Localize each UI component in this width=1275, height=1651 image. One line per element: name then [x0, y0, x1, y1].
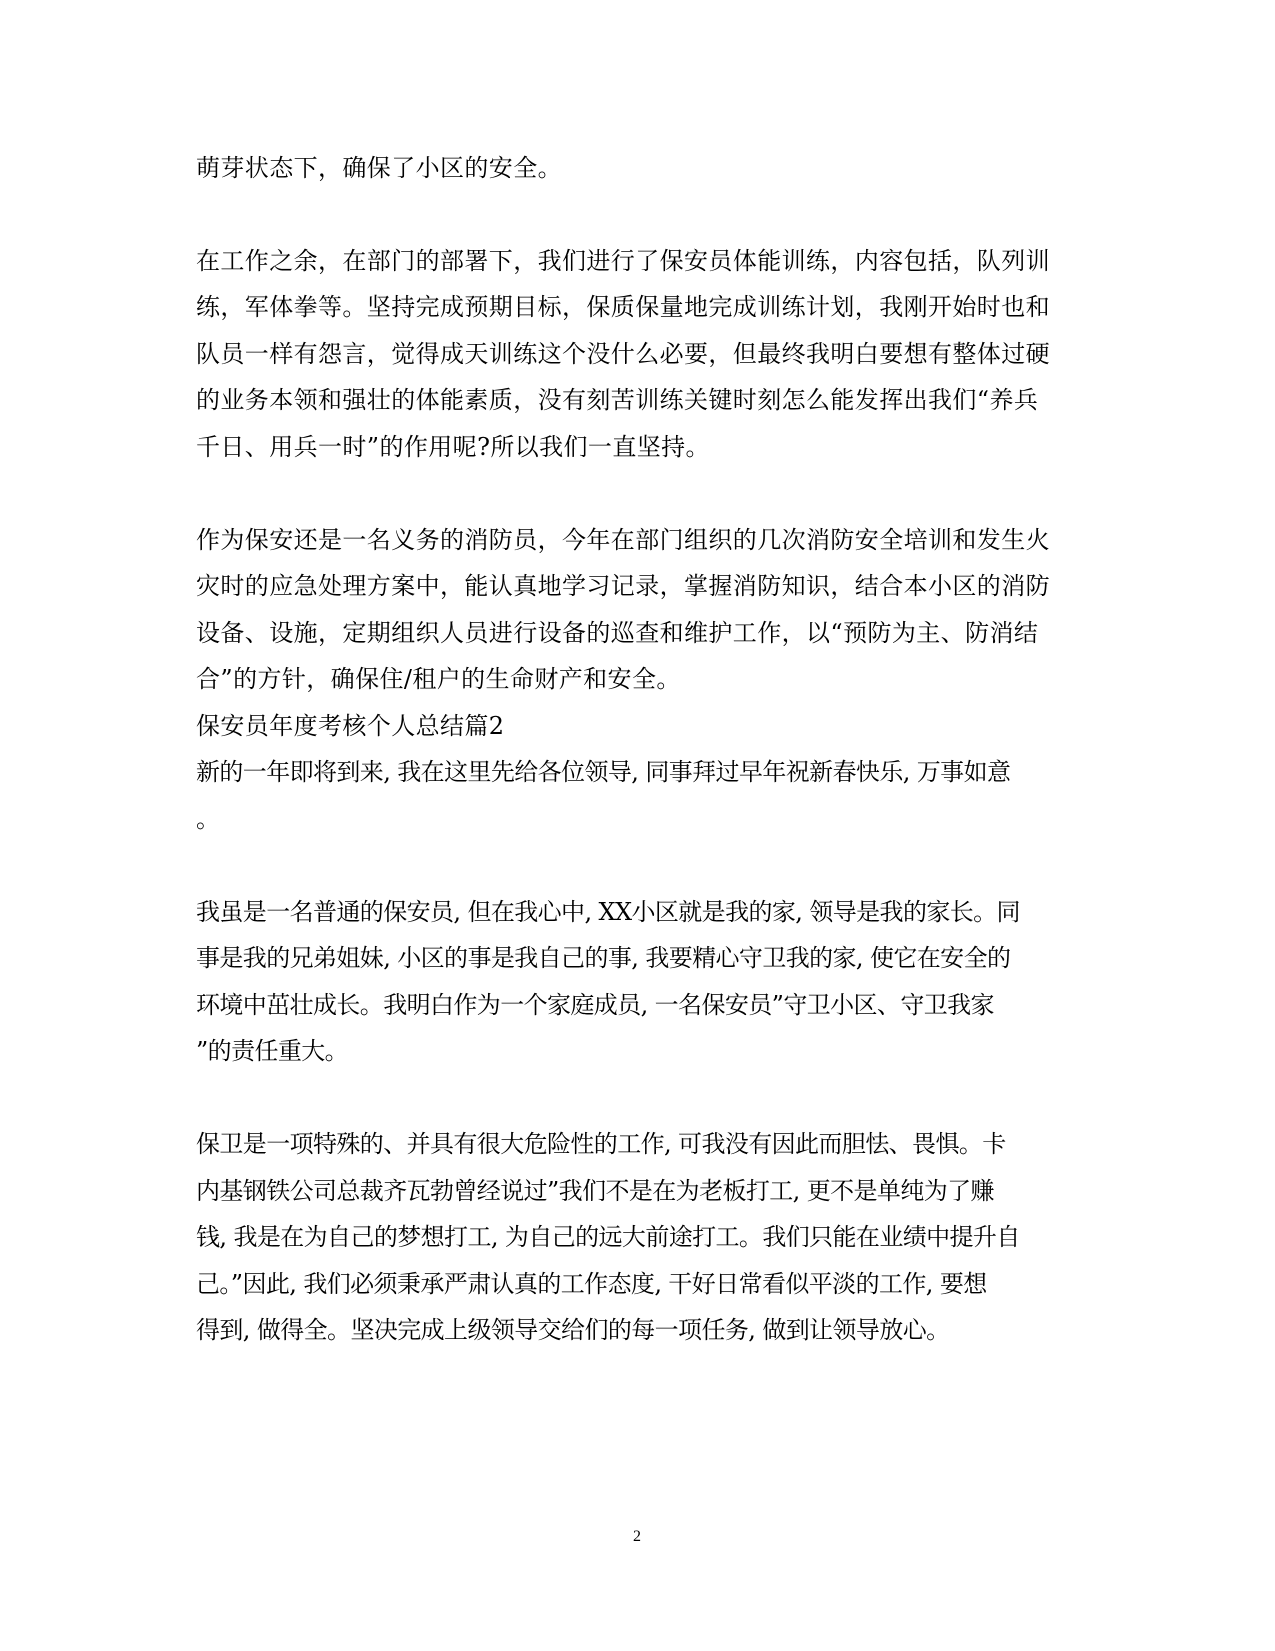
- paragraph-line: 灾时的应急处理方案中，能认真地学习记录，掌握消防知识，结合本小区的消防: [196, 572, 1050, 600]
- paragraph-line: 己。”因此, 我们必须秉承严肃认真的工作态度, 干好日常看似平淡的工作, 要想: [196, 1270, 987, 1298]
- paragraph-line: 保卫是一项特殊的、并具有很大危险性的工作, 可我没有因此而胆怯、畏惧。卡: [196, 1130, 1006, 1158]
- page-number: 2: [633, 1528, 641, 1545]
- paragraph-line: 队员一样有怨言，觉得成天训练这个没什么必要，但最终我明白要想有整体过硬: [196, 340, 1050, 368]
- paragraph-line: 。: [196, 805, 220, 833]
- paragraph-line: 设备、设施，定期组织人员进行设备的巡查和维护工作，以“预防为主、防消结: [196, 619, 1039, 647]
- paragraph-line: 的业务本领和强壮的体能素质，没有刻苦训练关键时刻怎么能发挥出我们“养兵: [196, 386, 1039, 414]
- paragraph-line: 得到, 做得全。坚决完成上级领导交给们的每一项任务, 做到让领导放心。: [196, 1316, 950, 1344]
- paragraph-line: 在工作之余，在部门的部署下，我们进行了保安员体能训练，内容包括，队列训: [196, 247, 1050, 275]
- paragraph-line: ”的责任重大。: [196, 1037, 349, 1065]
- paragraph-line: 事是我的兄弟姐妹, 小区的事是我自己的事, 我要精心守卫我的家, 使它在安全的: [196, 944, 1011, 972]
- paragraph-line: 千日、用兵一时”的作用呢?所以我们一直坚持。: [196, 433, 710, 461]
- paragraph-line: 环境中茁壮成长。我明白作为一个家庭成员, 一名保安员”守卫小区、守卫我家: [196, 991, 994, 1019]
- paragraph-line: 内基钢铁公司总裁齐瓦勃曾经说过”我们不是在为老板打工, 更不是单纯为了赚: [196, 1177, 994, 1205]
- paragraph-line: 合”的方针，确保住/租户的生命财产和安全。: [196, 665, 681, 693]
- paragraph-line: 萌芽状态下，确保了小区的安全。: [196, 154, 562, 182]
- paragraph-line: 我虽是一名普通的保安员, 但在我心中, XX小区就是我的家, 领导是我的家长。同: [196, 898, 1020, 926]
- section-heading: 保安员年度考核个人总结篇2: [196, 712, 505, 740]
- paragraph-line: 作为保安还是一名义务的消防员，今年在部门组织的几次消防安全培训和发生火: [196, 526, 1050, 554]
- paragraph-line: 钱, 我是在为自己的梦想打工, 为自己的远大前途打工。我们只能在业绩中提升自: [196, 1223, 1020, 1251]
- paragraph-line: 练，军体拳等。坚持完成预期目标，保质保量地完成训练计划，我刚开始时也和: [196, 293, 1050, 321]
- paragraph-line: 新的一年即将到来, 我在这里先给各位领导, 同事拜过早年祝新春快乐, 万事如意: [196, 758, 1011, 786]
